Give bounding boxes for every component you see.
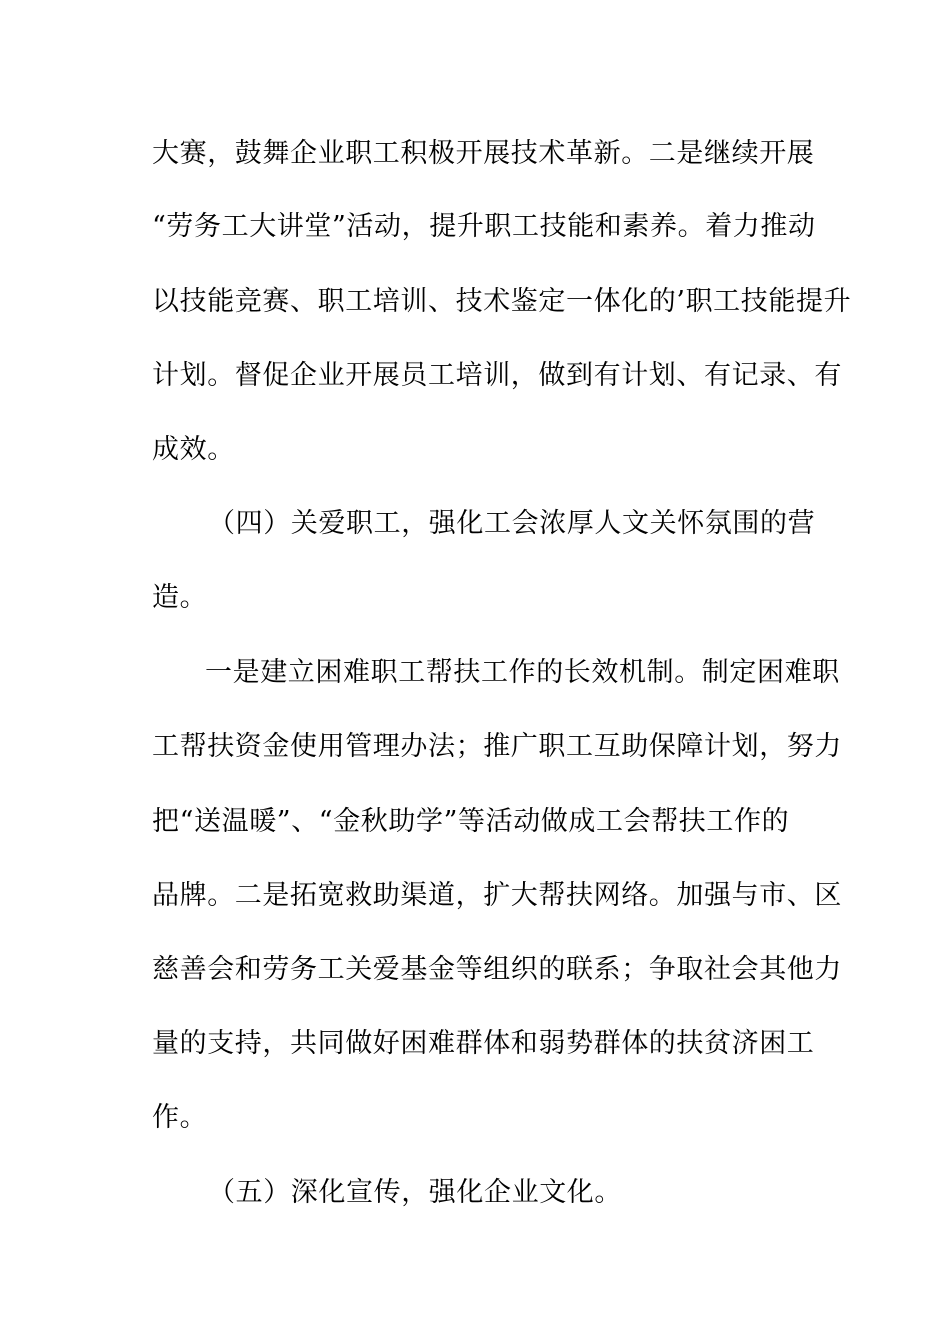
paragraph-line: 一是建立困难职工帮扶工作的长效机制。制定困难职 — [205, 657, 840, 688]
paragraph-line: 把“送温暖”、“金秋助学”等活动做成工会帮扶工作的 — [152, 806, 790, 837]
section-heading-five: （五）深化宣传，强化企业文化。 — [208, 1177, 622, 1208]
paragraph-line: “劳务工大讲堂”活动，提升职工技能和素养。着力推动 — [152, 211, 816, 242]
paragraph-line: 计划。督促企业开展员工培训，做到有计划、有记录、有 — [152, 360, 842, 391]
paragraph-line: 作。 — [152, 1102, 208, 1133]
paragraph-line: 量的支持，共同做好困难群体和弱势群体的扶贫济困工 — [152, 1028, 815, 1059]
paragraph-line: 以技能竞赛、职工培训、技术鉴定一体化的’职工技能提升 — [152, 286, 852, 317]
section-heading-four: （四）关爱职工，强化工会浓厚人文关怀氛围的营 — [208, 508, 816, 539]
paragraph-line: 工帮扶资金使用管理办法；推广职工互助保障计划，努力 — [152, 731, 842, 762]
paragraph-line: 品牌。二是拓宽救助渠道，扩大帮扶网络。加强与市、区 — [152, 880, 842, 911]
paragraph-line: 大赛，鼓舞企业职工积极开展技术革新。二是继续开展 — [152, 138, 815, 169]
paragraph-line: 成效。 — [152, 434, 235, 465]
paragraph-line: 慈善会和劳务工关爱基金等组织的联系；争取社会其他力 — [152, 954, 842, 985]
section-heading-continuation: 造。 — [152, 582, 208, 613]
